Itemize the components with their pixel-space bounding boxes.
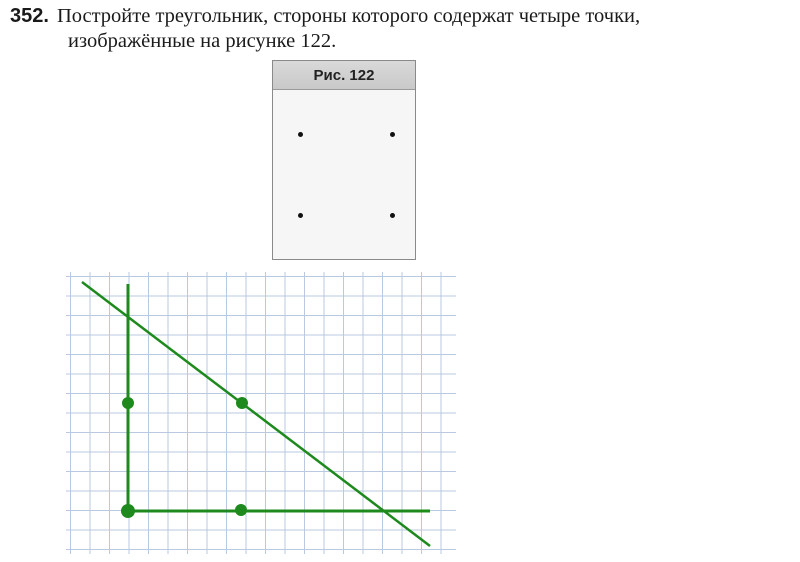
hypotenuse-line — [82, 282, 430, 546]
figure-122 — [272, 60, 416, 260]
solution-grid — [66, 272, 456, 554]
figure-point-top-left — [298, 132, 303, 137]
figure-point-bottom-right — [390, 213, 395, 218]
problem-number: 352. — [10, 5, 49, 27]
point-upper-right — [236, 397, 248, 409]
point-upper-left — [122, 397, 134, 409]
figure-point-bottom-left — [298, 213, 303, 218]
problem-text-line-1: Постройте треугольник, стороны которого содержат четыре точки, — [56, 5, 641, 27]
point-lower-left — [121, 504, 135, 518]
point-lower-right — [235, 504, 247, 516]
figure-point-top-right — [390, 132, 395, 137]
solution-drawing — [66, 272, 456, 554]
problem-line-1 — [10, 4, 790, 29]
figure-title: Рис. 122 — [273, 61, 415, 90]
problem-text-line-2: изображённые на рисунке 122. — [68, 30, 337, 52]
problem-statement — [10, 4, 790, 54]
